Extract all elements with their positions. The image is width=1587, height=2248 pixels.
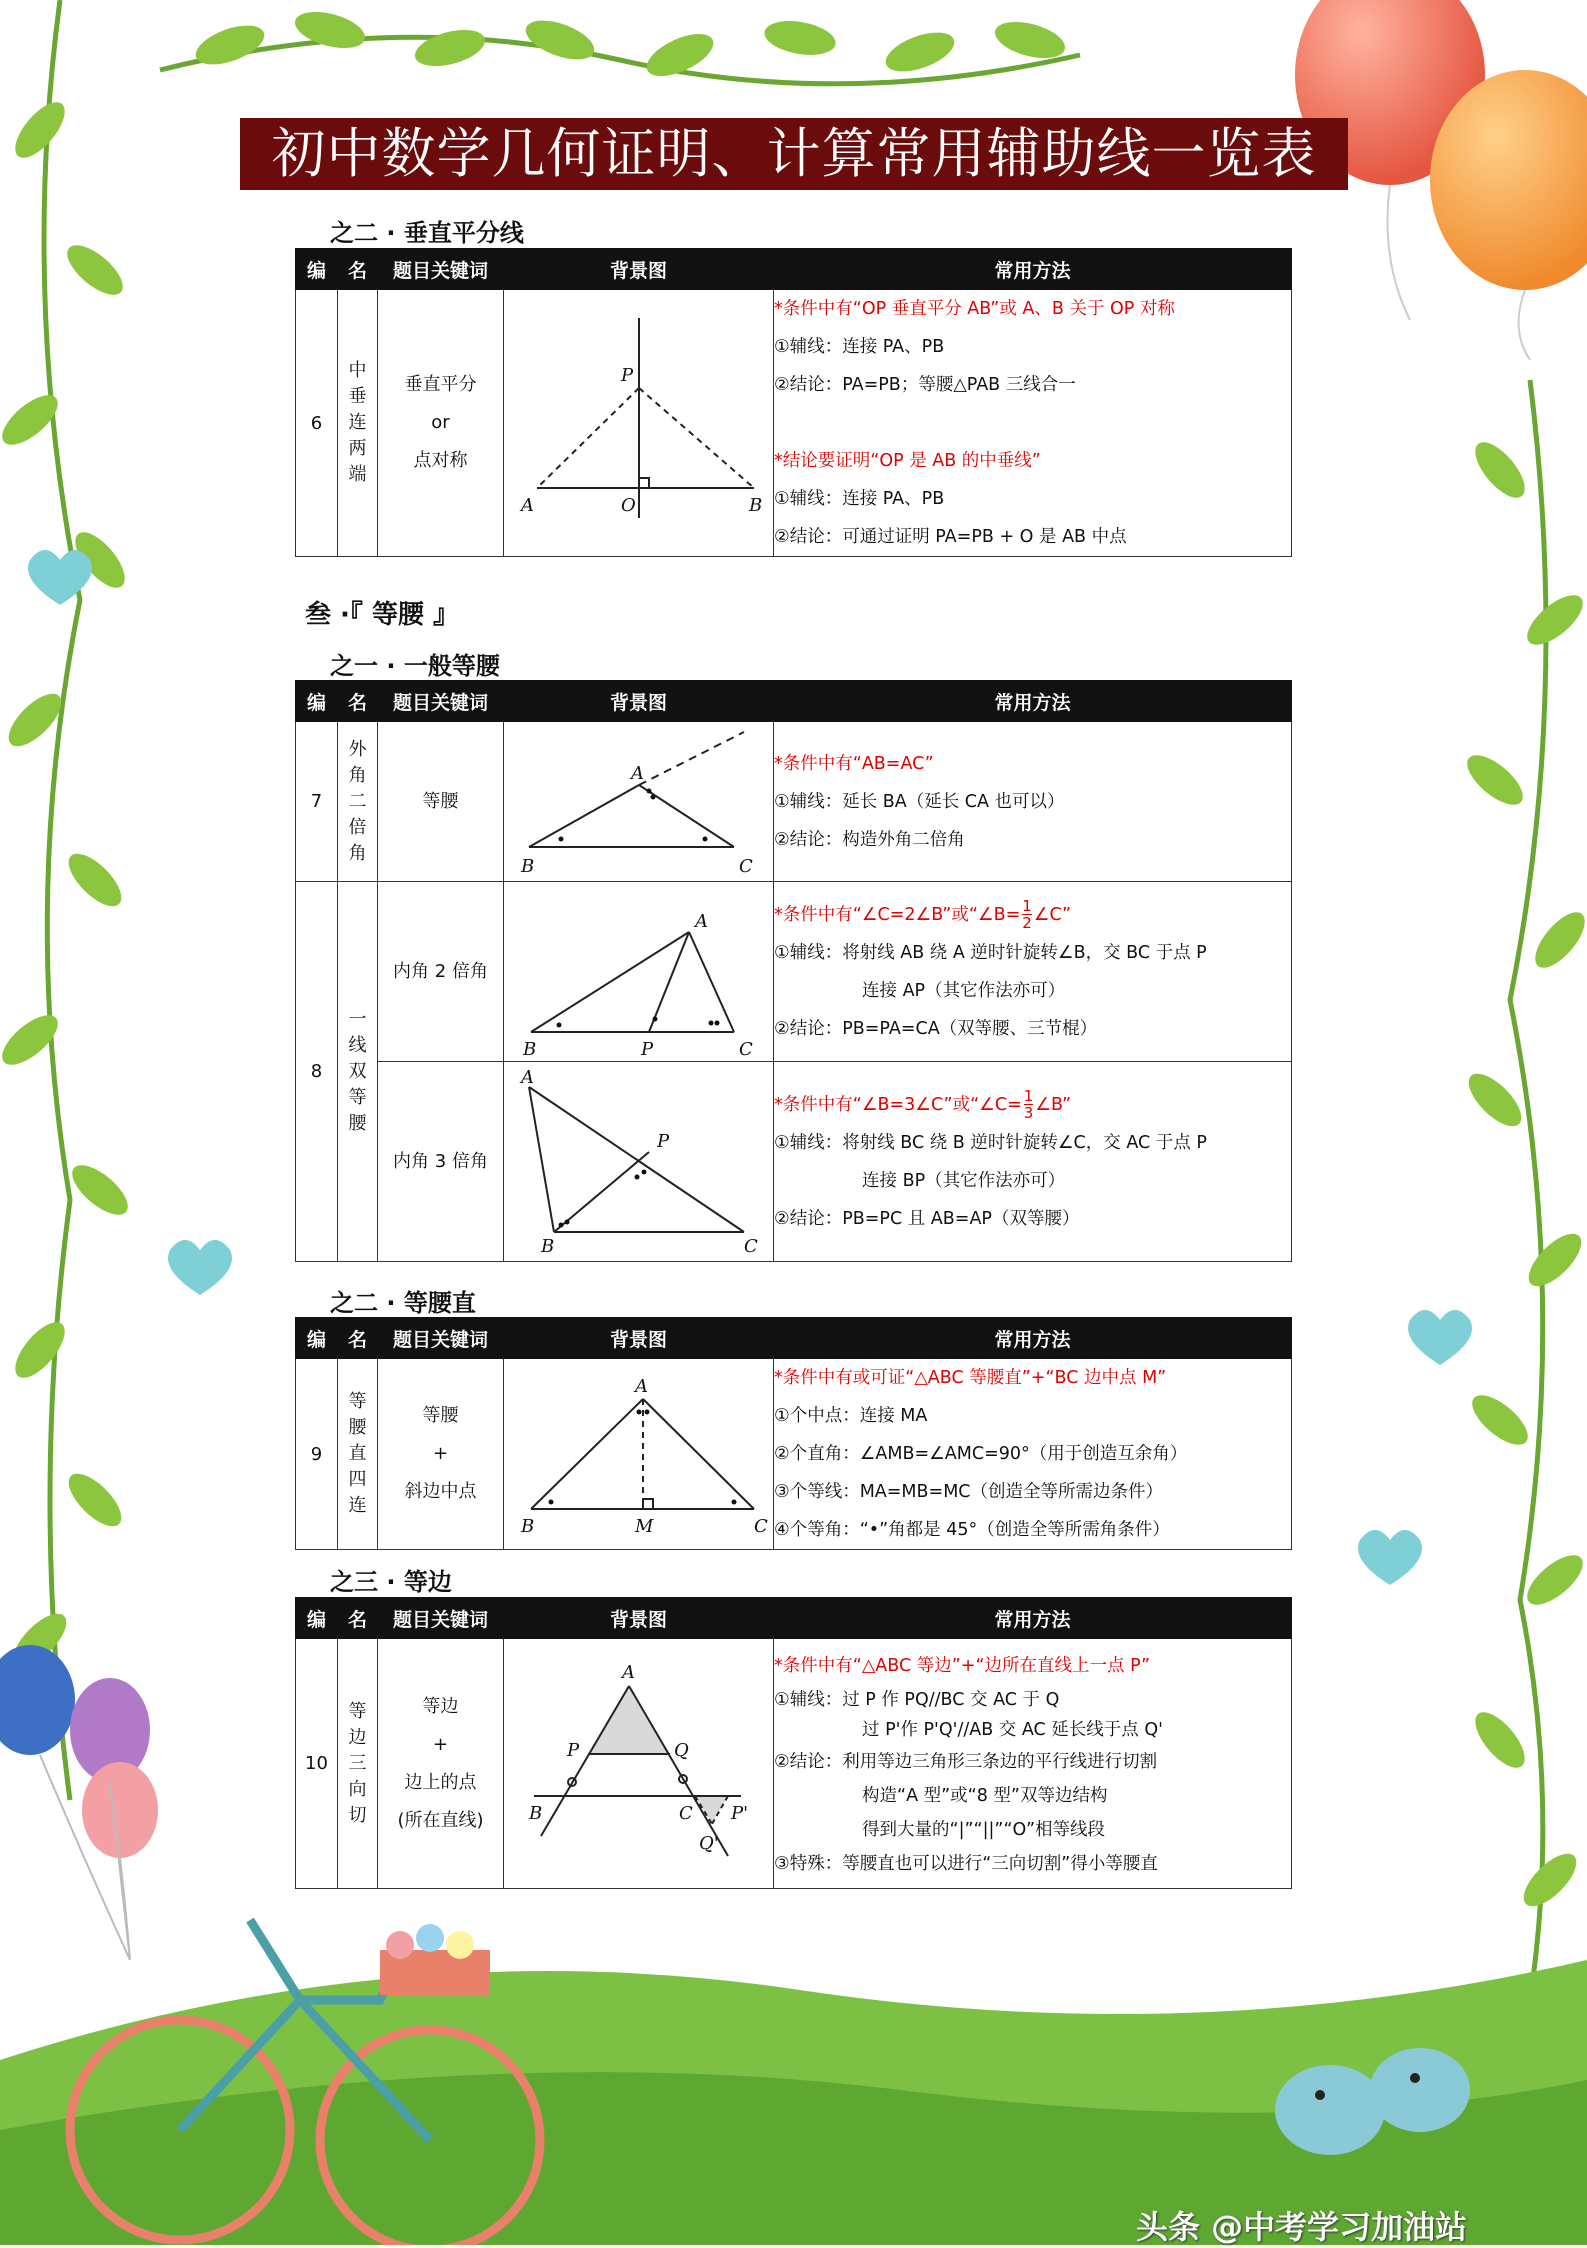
table-perpendicular-bisector [295,248,1292,557]
svg-text:A: A [520,495,534,516]
svg-text:C: C [678,1802,693,1824]
svg-text:P: P [620,365,633,386]
svg-text:Q': Q' [698,1832,719,1854]
section-isosceles: 叁 ·『 等腰 』 [305,600,460,630]
method-cell: *条件中有“∠B=3∠C”或“∠C= $\frac{1}{3}$ ∠B” ①辅线：将射线 BC 绕 B 逆时针旋转∠C，交 AC 于点 P 连接 BP（其它作法亦可） ②结论：PB=PC 且 AB=AP（双等腰） [774,1062,1292,1262]
svg-text:C: C [738,1038,753,1057]
row-name: 中 垂 连 两 端 [338,290,378,557]
method-cell: *条件中有“△ABC 等边”+“边所在直线上一点 P” ①辅线：过 P 作 PQ//BC 交 AC 于 Q 过 P'作 P'Q'//AB 交 AC 延长线于点 Q' ②结论：利用等边三角形三条边的平行线进行切割 构造“A 型”或“8 型”双等边结构 得到大量的“|”“||”“O”相等线段 ③特殊：等腰直也可以进行“三向切割”得小等腰直 [774,1639,1292,1889]
row-number: 10 [296,1639,338,1889]
figure-double-angle [504,882,774,1062]
row-number: 8 [296,882,338,1262]
header-num: 编 [296,1318,338,1359]
flower-basket-icon [380,1924,490,1995]
svg-text:P: P [656,1130,669,1152]
header-keyword: 题目关键词 [378,1598,504,1639]
row-name: 等 腰 直 四 连 [338,1359,378,1550]
right-vine-icon [1459,380,1587,2000]
method-cell: *条件中有或可证“△ABC 等腰直”+“BC 边中点 M” ①个中点：连接 MA ②个直角：∠AMB=∠AMC=90°（用于创造互余角） ③个等线：MA=MB=MC（创造全等所需边条件） ④个等角：“•”角都是 45°（创造全等所需角条件） [774,1359,1292,1550]
header-method: 常用方法 [774,1318,1292,1359]
row-keyword: 垂直平分 or 点对称 [378,290,504,557]
row-keyword: 等腰 + 斜边中点 [378,1359,504,1550]
svg-text:A: A [634,1376,648,1397]
row-number: 9 [296,1359,338,1550]
table-isosceles-right [295,1317,1292,1550]
row-keyword: 内角 2 倍角 [378,882,504,1062]
page-title: 初中数学几何证明、计算常用辅助线一览表 [240,118,1348,190]
svg-text:B: B [540,1235,554,1257]
figure-equilateral-cut [504,1639,774,1889]
figure-triple-angle [504,1062,774,1262]
svg-text:A: A [630,762,644,784]
svg-text:M: M [634,1516,653,1537]
header-figure: 背景图 [504,681,774,722]
header-keyword: 题目关键词 [378,249,504,290]
row-keyword: 等边 + 边上的点 (所在直线) [378,1639,504,1889]
figure-exterior-angle [504,722,774,882]
header-figure: 背景图 [504,1598,774,1639]
row-name: 一 线 双 等 腰 [338,882,378,1262]
header-num: 编 [296,249,338,290]
row-keyword: 内角 3 倍角 [378,1062,504,1262]
header-num: 编 [296,681,338,722]
svg-text:C: C [743,1235,758,1257]
left-vine-icon [0,0,136,1800]
header-name: 名 [338,1318,378,1359]
header-name: 名 [338,1598,378,1639]
svg-text:C: C [738,855,753,877]
svg-text:A: A [520,1066,534,1088]
header-keyword: 题目关键词 [378,681,504,722]
svg-text:P: P [566,1739,579,1761]
header-keyword: 题目关键词 [378,1318,504,1359]
method-cell: *条件中有“∠C=2∠B”或“∠B= $\frac{1}{2}$ ∠C” ①辅线：将射线 AB 绕 A 逆时针旋转∠B，交 BC 于点 P 连接 AP（其它作法亦可） ②结论：PB=PA=CA（双等腰、三节棍） [774,882,1292,1062]
header-method: 常用方法 [774,249,1292,290]
watermark: 头条 @中考学习加油站 [1136,2208,1468,2246]
small-balloons-icon [0,1645,158,1960]
header-num: 编 [296,1598,338,1639]
figure-isosceles-right [504,1359,774,1550]
row-name: 等 边 三 向 切 [338,1639,378,1889]
section-general-isosceles: 之一 · 一般等腰 [330,652,500,680]
svg-text:Q: Q [673,1739,689,1761]
section-perpendicular-bisector: 之二 · 垂直平分线 [330,219,524,247]
header-figure: 背景图 [504,249,774,290]
row-keyword: 等腰 [378,722,504,882]
svg-text:P: P [640,1038,653,1057]
row-number: 7 [296,722,338,882]
svg-text:B: B [748,495,762,516]
svg-text:B: B [520,855,534,877]
figure-perpendicular-bisector [504,290,774,557]
header-figure: 背景图 [504,1318,774,1359]
header-method: 常用方法 [774,681,1292,722]
svg-text:C: C [753,1516,768,1537]
section-equilateral: 之三 · 等边 [330,1568,452,1596]
leaf-vine-icon [160,5,1080,84]
svg-text:B: B [522,1038,536,1057]
svg-text:A: A [694,910,708,932]
svg-text:B: B [528,1802,542,1824]
svg-text:A: A [621,1661,635,1683]
section-isosceles-right: 之二 · 等腰直 [330,1289,476,1317]
svg-text:P': P' [730,1802,748,1824]
table-equilateral [295,1597,1292,1889]
svg-text:O: O [620,495,636,516]
header-name: 名 [338,681,378,722]
row-name: 外 角 二 倍 角 [338,722,378,882]
header-name: 名 [338,249,378,290]
table-general-isosceles [295,680,1292,1262]
svg-text:B: B [520,1516,534,1537]
method-cell: *条件中有“OP 垂直平分 AB”或 A、B 关于 OP 对称 ①辅线：连接 PA、PB ②结论：PA=PB；等腰△PAB 三线合一 *结论要证明“OP 是 AB 的中垂线” ①辅线：连接 PA、PB ②结论：可通过证明 PA=PB + O 是 AB 中点 [774,290,1292,557]
method-cell: *条件中有“AB=AC” ①辅线：延长 BA（延长 CA 也可以） ②结论：构造外角二倍角 [774,722,1292,882]
row-number: 6 [296,290,338,557]
header-method: 常用方法 [774,1598,1292,1639]
